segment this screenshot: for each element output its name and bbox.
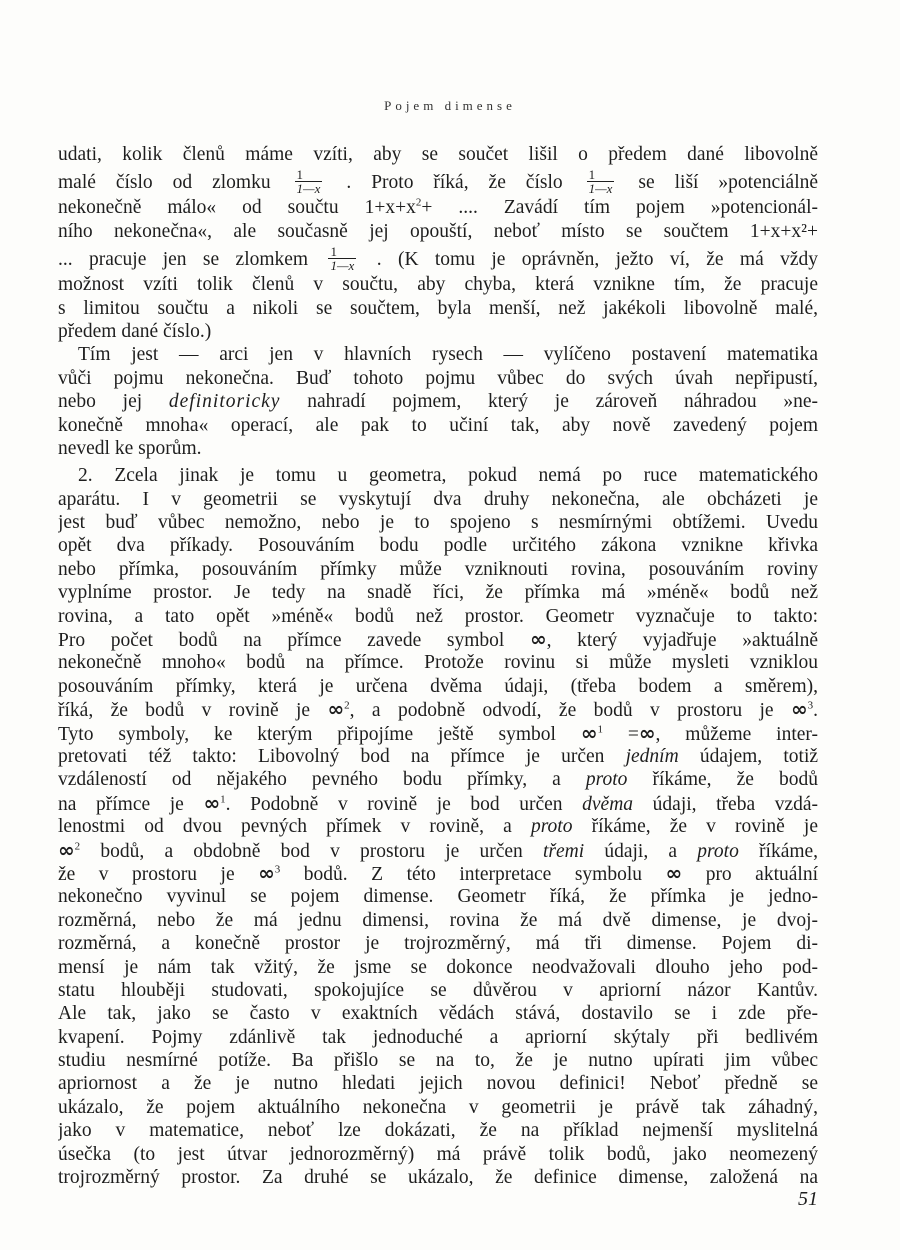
text-line: rovina, a tato opět »méně« bodů než prostor. Geometr vyznačuje to takto: [58, 605, 818, 627]
text-line: vzdáleností od nějakého pevného bodu přímky, a proto říkáme, že bodů [58, 769, 818, 791]
running-header: Pojem dimense [384, 98, 516, 113]
text-line: úsečka (to jest útvar jednorozměrný) má právě tolik bodů, jako neomezený [58, 1143, 818, 1165]
page-number: 51 [798, 1188, 818, 1210]
text-line: malé číslo od zlomku $\frac{1}{1—x}$ . Proto říká, že číslo $\frac{1}{1—x}$ se liší »potenciálně [58, 167, 818, 197]
text-line: aparátu. I v geometrii se vyskytují dva druhy nekonečna, ale obcházeti je [58, 488, 818, 510]
text-line: pretovati též takto: Libovolný bod na přímce je určen jedním údajem, totiž [58, 745, 818, 767]
text-line: vyplníme prostor. Je tedy na snadě říci, že přímka má »méně« bodů než [58, 582, 818, 604]
paragraph-start: 2. Zcela jinak je tomu u geometra, pokud nemá po ruce matematického [78, 465, 818, 487]
text-line: opět dva příkady. Posouváním bodu podle určitého zákona vznikne křivka [58, 535, 818, 557]
text-line: s limitou součtu a nikoli se součtem, byla menší, než jakékoli libovolně malé, [58, 297, 818, 319]
text-line: jako v matematice, neboť lze dokázati, že na příklad nejmenší myslitelná [58, 1120, 818, 1142]
text-line: nebo přímka, posouváním přímky může vzniknouti rovina, posouváním roviny [58, 558, 818, 580]
text-line: Tyto symboly, ke kterým připojíme ještě symbol ∞$^1$ =∞, můžeme inter- [58, 721, 818, 745]
text-line: ∞$^2$ bodů, a obdobně bod v prostoru je určen třemi údaji, a proto říkáme, [58, 838, 818, 862]
text-line: nevedl ke sporům. [58, 437, 202, 459]
fraction: $\frac{1}{1—x}$ [588, 167, 613, 197]
text-line: nebo jej definitoricky nahradí pojmem, který je zároveň náhradou »ne- [58, 391, 818, 413]
text-line: předem dané číslo.) [58, 320, 212, 342]
text-line: nekonečně málo« od součtu $1+x+x^2+$ .... Zavádí tím pojem »potencionál- [58, 196, 818, 219]
text-line: apriornost a že je nutno hledati jejich novou definici! Neboť předně se [58, 1073, 818, 1095]
text-line: ... pracuje jen se zlomkem $\frac{1}{1—x}$ . (K tomu je oprávněn, ježto ví, že má vždy [58, 244, 818, 274]
text-line: říká, že bodů v rovině je ∞$^2$, a podobně odvodí, že bodů v prostoru je ∞$^3$. [58, 698, 818, 722]
text-line: nekonečno vyvinul se pojem dimense. Geometr říká, že přímka je jedno- [58, 886, 818, 908]
text-line: Ale tak, jako se často v exaktních vědách stává, dostavilo se i zde pře- [58, 1003, 818, 1025]
text-line: statu hlouběji studovati, spokojujíce se důvěrou v apriorní názor Kantův. [58, 979, 818, 1001]
text-line: kvapení. Pojmy zdánlivě tak jednoduché a apriorní skýtaly při bedlivém [58, 1026, 818, 1048]
infinity-symbol: ∞ [529, 628, 547, 652]
text-line: rozměrná, a konečně prostor je trojrozměrný, má tři dimense. Pojem di- [58, 933, 818, 955]
fraction: $\frac{1}{1—x}$ [330, 244, 355, 274]
text-line: mensí je nám tak vžitý, že jsme se dokonce neodvažovali dlouho jeho pod- [58, 956, 818, 978]
text-line: ního nekonečna«, ale současně jej opouští, neboť místo se součtem 1+x+x²+ [58, 220, 818, 242]
text-line: že v prostoru je ∞$^3$ bodů. Z této interpretace symbolu ∞ pro aktuální [58, 861, 818, 885]
text-line: možnost vzíti tolik členů v součtu, aby chyba, která vznikne tím, že pracuje [58, 274, 818, 296]
text-line: udati, kolik členů máme vzíti, aby se součet lišil o předem dané libovolně [58, 144, 818, 165]
text-line: na přímce je ∞$^1$. Podobně v rovině je bod určen dvěma údaji, třeba vzdá- [58, 791, 818, 815]
text-line: rozměrná, nebo že má jednu dimensi, rovina že má dvě dimense, je dvoj- [58, 909, 818, 931]
text-line: posouváním přímky, která je určena dvěma údaji, (třeba bodem a směrem), [58, 675, 818, 697]
text-line: Pro počet bodů na přímce zavede symbol ∞, který vyjadřuje »aktuálně [58, 628, 818, 652]
text-line: konečně mnoha« operací, ale pak to učiní tak, aby nově zavedený pojem [58, 414, 818, 436]
emphasis: definitoricky [168, 391, 281, 413]
text-line: nekonečně mnoho« bodů na přímce. Protože rovinu si může mysleti vzniklou [58, 652, 818, 674]
text-line: jest buď vůbec nemožno, nebo je to spojeno s nesmírnými obtížemi. Uvedu [58, 512, 818, 534]
text-line: trojrozměrný prostor. Za druhé se ukázalo, že definice dimense, založená na [58, 1167, 818, 1189]
text-line: studiu nesmírné potíže. Ba přišlo se na to, že je nutno upírati jim vůbec [58, 1050, 818, 1072]
text-line: ukázalo, že pojem aktuálního nekonečna v geometrii je právě tak záhadný, [58, 1096, 818, 1118]
text-line: vůči pojmu nekonečna. Buď tohoto pojmu vůbec do svých úvah nepřipustí, [58, 367, 818, 389]
fraction: $\frac{1}{1—x}$ [296, 167, 321, 197]
paragraph-start: Tím jest — arci jen v hlavních rysech — vylíčeno postavení matematika [78, 344, 818, 366]
body-text [58, 143, 818, 1189]
text-line: lenostmi od dvou pevných přímek v rovině, a proto říkáme, že v rovině je [58, 816, 818, 838]
